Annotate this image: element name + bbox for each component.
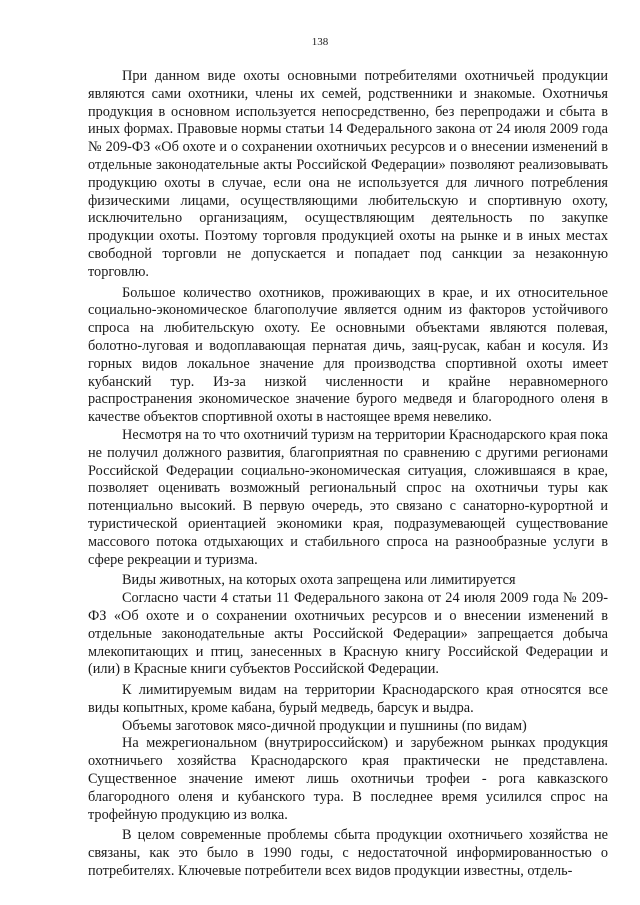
paragraph-limited-species: К лимитируемым видам на территории Краснодарского края относятся все виды копытных, кроме кабана, бурый медведь, барсук и выдра. xyxy=(88,682,608,716)
paragraph-markets: На межрегиональном (внутрироссийском) и зарубежном рынках продукция охотничьего хозяйства Краснодарского края практически не представлена. Существенное значение имеют лишь охотничьи трофеи - рога кавказского благородного оленя и кубанского тура. В последнее время усилился спрос на трофейную продукцию из волка. xyxy=(88,735,608,823)
paragraph-hunting-tourism: Несмотря на то что охотничий туризм на территории Краснодарского края пока не получил должного развития, благоприятная по сравнению с другими регионами Российской Федерации социально-экономическая ситуация, сложившаяся в крае, позволяет оценивать возможный региональный спрос на охотничьи туры как потенциально высокий. В первую очередь, это связано с санаторно-курортной и туристической ориентацией экономики края, подразумевающей существование массового потока отдыхающих и стабильного спроса на разнообразные услуги в сфере рекреации и туризма. xyxy=(88,426,608,568)
paragraph-hunting-consumers: При данном виде охоты основными потребителями охотничьей продукции являются сами охотники, члены их семей, родственники и знакомые. Охотничья продукция в основном используется непосредственно, без перепродажи и сбыта в иных формах. Правовые нормы статьи 14 Федерального закона от 24 июля 2009 года № 209-ФЗ «Об охоте и о сохранении охотничьих ресурсов и о внесении изменений в отдельные законодательные акты Российской Федерации» позволяют реализовывать продукцию охоты в случае, если она не используется для личного потребления физическими лицами, осуществляющими любительскую и спортивную охоту, исключительно организациям, осуществляющим деятельность по закупке продукции охоты. Поэтому торговля продукцией охоты на рынке и в иных местах свободной торговли не допускается и попадает под санкции за незаконную торговлю. xyxy=(88,68,608,280)
paragraph-sales-problems: В целом современные проблемы сбыта продукции охотничьего хозяйства не связаны, как это было в 1990 годы, с недостаточной информированностью о потребителях. Ключевые потребители всех видов продукции известны, отдель- xyxy=(88,827,608,880)
section-heading-restricted-species: Виды животных, на которых охота запрещена или лимитируется xyxy=(122,572,516,589)
section-heading-harvest-volumes: Объемы заготовок мясо-дичной продукции и пушнины (по видам) xyxy=(122,717,527,734)
paragraph-hunter-demand: Большое количество охотников, проживающих в крае, и их относительное социально-экономическое благополучие является одним из факторов устойчивого спроса на любительскую охоту. Ее основными объектами являются полевая, болотно-луговая и водоплавающая пернатая дичь, заяц-русак, кабан и косуля. Из горных видов локальное значение для производства спортивной охоты имеет кубанский тур. Из-за низкой численности и крайне неравномерного распространения экономическое значение бурого медведя и благородного оленя в качестве объектов спортивной охоты в настоящее время невелико. xyxy=(88,284,608,426)
body-text xyxy=(88,68,608,881)
paragraph-red-book-law: Согласно части 4 статьи 11 Федерального закона от 24 июля 2009 года № 209-ФЗ «Об охоте и о сохранении охотничьих ресурсов и о внесении изменений в отдельные законодательные акты Российской Федерации» запрещается добыча млекопитающих и птиц, занесенных в Красную книгу Российской Федерации и (или) в Красные книги субъектов Российской Федерации. xyxy=(88,590,608,678)
page-number: 138 xyxy=(311,36,329,48)
